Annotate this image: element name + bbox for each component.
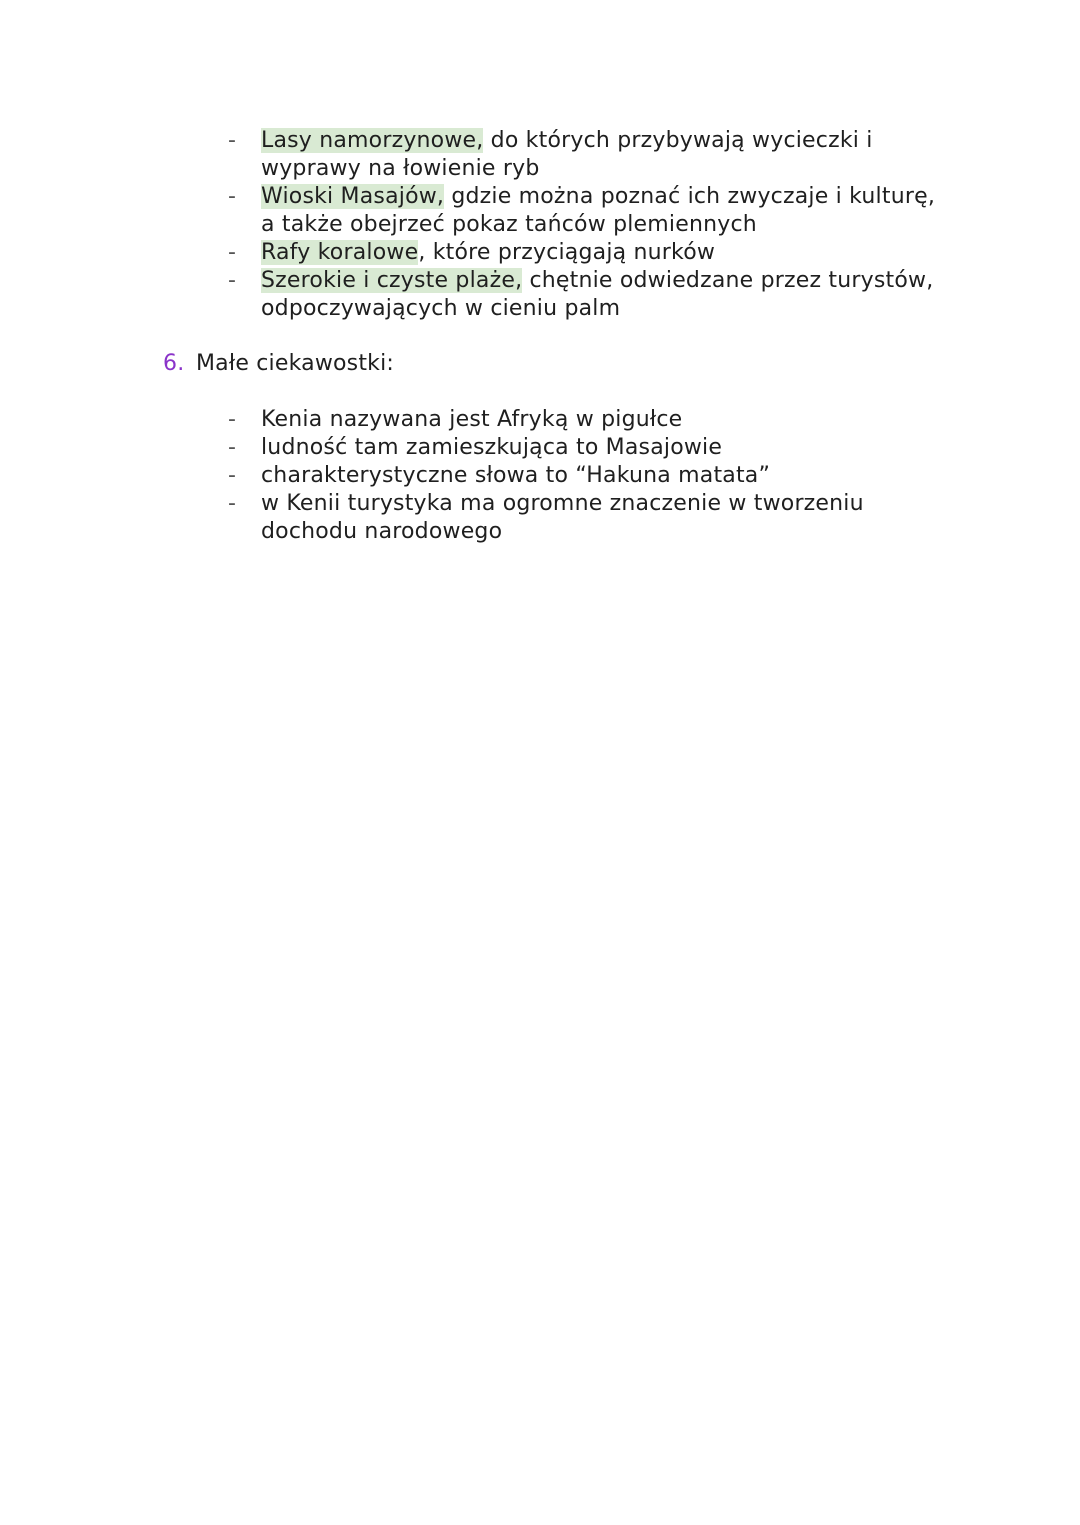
list-item [228,267,948,323]
highlighted-term: Rafy koralowe [261,240,419,265]
item-text: gdzie można poznać ich zwyczaje i kulturę, a także obejrzeć pokaz tańców plemiennych [261,184,936,237]
item-text: w Kenii turystyka ma ogromne znaczenie w tworzeniu dochodu narodowego [261,491,864,544]
dash-bullet: - [228,463,237,488]
list-item [228,183,948,239]
list-item [228,490,948,546]
highlighted-term: Wioski Masajów, [261,184,445,209]
section-number: 6. [163,351,185,376]
list-item [228,462,948,490]
dash-bullet: - [228,407,237,432]
attractions-list [228,127,948,323]
list-item [228,127,948,183]
dash-bullet: - [228,184,237,209]
facts-list [228,406,948,546]
dash-bullet: - [228,268,237,293]
section-heading [163,350,394,378]
section-title: Małe ciekawostki: [196,351,395,376]
list-item [228,406,948,434]
dash-bullet: - [228,435,237,460]
item-text: Kenia nazywana jest Afryką w pigułce [261,407,683,432]
list-item [228,239,948,267]
item-text: do których przybywają wycieczki i wyprawy na łowienie ryb [261,128,873,181]
dash-bullet: - [228,491,237,516]
item-text: , które przyciągają nurków [418,240,716,265]
list-item [228,434,948,462]
item-text: charakterystyczne słowa to “Hakuna matata” [261,463,771,488]
dash-bullet: - [228,128,237,153]
highlighted-term: Lasy namorzynowe, [261,128,484,153]
item-text: chętnie odwiedzane przez turystów, odpoczywających w cieniu palm [261,268,934,321]
highlighted-term: Szerokie i czyste plaże, [261,268,523,293]
item-text: ludność tam zamieszkująca to Masajowie [261,435,723,460]
dash-bullet: - [228,240,237,265]
